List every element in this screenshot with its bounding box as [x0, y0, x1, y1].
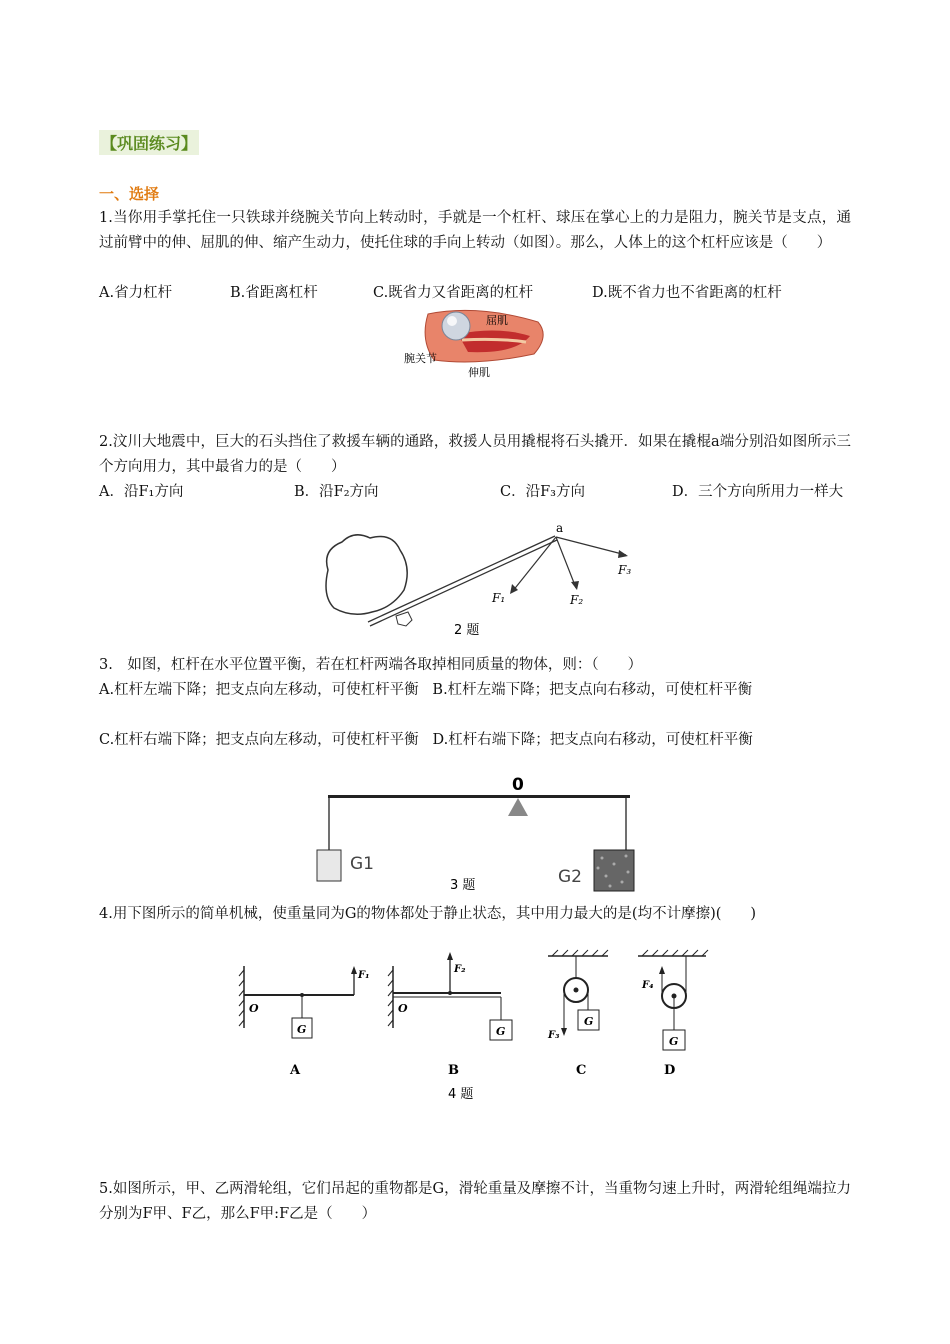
q1-arm-figure	[398, 304, 558, 384]
question-5-text: 5.如图所示，甲、乙两滑轮组，它们吊起的重物都是G，滑轮重量及摩擦不计，当重物匀速上升时，两滑轮组绳端拉力分别为F甲、F乙，那么F甲:F乙是（ ）	[99, 1181, 851, 1222]
q2-label-a: a	[556, 521, 564, 535]
q4-label-g-a: G	[297, 1023, 307, 1036]
q2-label-f3: F₃	[618, 563, 632, 577]
q2-label-f1: F₁	[492, 591, 506, 605]
question-4-text: 4.用下图所示的简单机械，使重量同为G的物体都处于静止状态，其中用力最大的是(均不计摩擦)( )	[99, 906, 757, 922]
q4-label-g-c: G	[584, 1015, 594, 1028]
q3-lever-figure	[310, 772, 650, 894]
q3-caption: 3 题	[450, 878, 476, 893]
q2-crowbar-figure	[312, 520, 642, 640]
section-title: 【巩固练习】	[99, 130, 199, 155]
q4-label-f2: F₂	[454, 964, 466, 975]
q4-label-g-b: G	[496, 1025, 506, 1038]
q4-label-f1: F₁	[358, 970, 370, 981]
question-3-text: 3. 如图，杠杆在水平位置平衡，若在杠杆两端各取掉相同质量的物体，则：（ ）	[99, 657, 643, 673]
q4-label-a: A	[290, 1063, 301, 1078]
q4-label-d: D	[664, 1063, 676, 1078]
q2-option-b: B．沿F₂方向	[294, 484, 379, 500]
q1-option-c: C.既省力又省距离的杠杆	[373, 285, 534, 301]
q2-option-c: C．沿F₃方向	[500, 484, 585, 500]
q4-caption: 4 题	[448, 1087, 474, 1102]
q3-label-g1: G1	[350, 854, 374, 874]
q1-option-a: A.省力杠杆	[99, 285, 173, 301]
q4-machines-figure	[236, 946, 716, 1106]
q3-label-o: 0	[512, 775, 524, 795]
q2-option-d: D．三个方向所用力一样大	[672, 484, 844, 500]
question-3-options-cd	[99, 728, 851, 753]
q4-label-c: C	[576, 1063, 587, 1078]
q3-label-g2: G2	[558, 867, 582, 887]
q4-label-o-b: O	[398, 1002, 408, 1015]
question-3-options-ab	[99, 678, 851, 703]
q4-label-b: B	[448, 1063, 459, 1078]
q1-label-extensor: 伸肌	[468, 366, 490, 379]
question-1-text: 1.当你用手掌托住一只铁球并绕腕关节向上转动时，手就是一个杠杆、球压在掌心上的力是阻力，腕关节是支点，通过前臂中的伸、屈肌的伸、缩产生动力，使托住球的手向上转动（如图）。那么，人体上的这个杠杆应该是（ ）	[99, 210, 851, 251]
q2-option-a: A．沿F₁方向	[99, 484, 184, 500]
question-2-text: 2.汶川大地震中，巨大的石头挡住了救援车辆的通路，救援人员用撬棍将石头撬开．如果在撬棍a端分别沿如图所示三个方向用力，其中最省力的是（ ）	[99, 434, 851, 475]
q1-option-b: B.省距离杠杆	[230, 285, 318, 301]
q3-option-d: D.杠杆右端下降；把支点向右移动，可使杠杆平衡	[432, 732, 753, 748]
q3-option-b: B.杠杆左端下降；把支点向右移动，可使杠杆平衡	[432, 682, 753, 698]
q1-label-flexor: 屈肌	[486, 314, 508, 327]
q1-option-d: D.既不省力也不省距离的杠杆	[592, 285, 782, 301]
q4-label-g-d: G	[669, 1035, 679, 1048]
q4-label-f3: F₃	[548, 1030, 560, 1041]
q2-label-f2: F₂	[570, 593, 584, 607]
section-heading: 一、选择	[99, 185, 160, 203]
q4-label-f4: F₄	[642, 980, 654, 991]
q3-option-c: C.杠杆右端下降；把支点向左移动，可使杠杆平衡	[99, 732, 419, 748]
q3-option-a: A.杠杆左端下降；把支点向左移动，可使杠杆平衡	[99, 682, 419, 698]
q2-caption: 2 题	[454, 623, 480, 638]
q1-label-wrist: 腕关节	[404, 352, 437, 365]
q4-label-o-a: O	[249, 1002, 259, 1015]
